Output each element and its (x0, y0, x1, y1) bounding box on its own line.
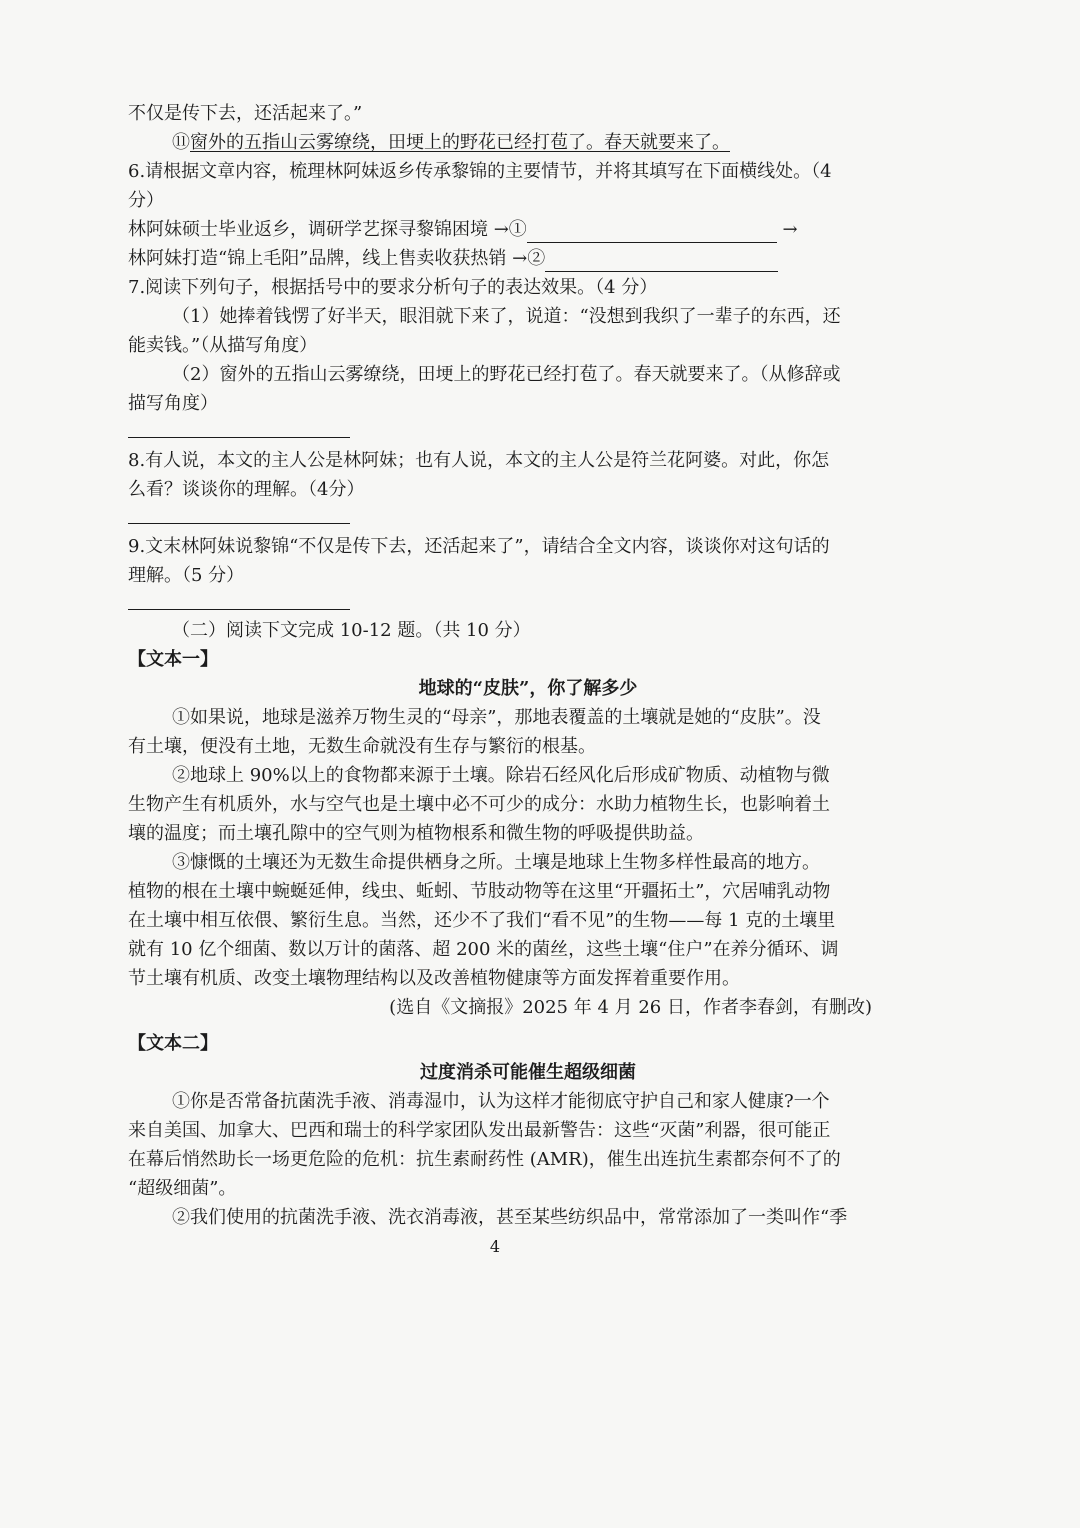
flow-step-2 (128, 246, 888, 272)
answer-line-9[interactable] (128, 609, 350, 610)
story-ending-line: 不仅是传下去，还活起来了。” (128, 103, 363, 124)
text-1-source: (选自《文摘报》2025 年 4 月 26 日，作者李春剑，有删改) (389, 997, 872, 1018)
paragraph-number: ⑪ (172, 132, 190, 153)
text-2-label: 【文本二】 (128, 1033, 218, 1054)
flow-step-2-text: 林阿妹打造“锦上毛阳”品牌，线上售卖收获热销 →② (128, 248, 546, 269)
answer-blank-2[interactable] (545, 251, 778, 272)
text-2-para-2: ②我们使用的抗菌洗手液、洗衣消毒液，甚至某些纺织品中，常常添加了一类叫作“季 (172, 1207, 848, 1228)
text-1-para-3-cont1: 植物的根在土壤中蜿蜒延伸，线虫、蚯蚓、节肢动物等在这里“开疆拓土”，穴居哺乳动物 (128, 881, 831, 902)
text-2-para-1: ①你是否常备抗菌洗手液、消毒湿巾，认为这样才能彻底守护自己和家人健康?一个 (172, 1091, 830, 1112)
paragraph-11 (172, 130, 888, 156)
text-1-label: 【文本一】 (128, 649, 218, 670)
question-7-1-cont: 能卖钱。”（从描写角度） (128, 335, 318, 356)
text-1-para-3-cont2: 在土壤中相互依偎、繁衍生息。当然，还少不了我们“看不见”的生物——每 1 克的土壤里 (128, 910, 836, 931)
question-6-cont: 分） (128, 190, 164, 211)
page-number: 4 (489, 1237, 501, 1256)
text-1-para-3-cont3: 就有 10 亿个细菌、数以万计的菌落、超 200 米的菌丝，这些土壤“住户”在养分循环、调 (128, 939, 839, 960)
answer-blank-1[interactable] (527, 222, 777, 243)
question-7-2-cont: 描写角度） (128, 393, 218, 414)
text-2-para-1-cont1: 来自美国、加拿大、巴西和瑞士的科学家团队发出最新警告：这些“灭菌”利器，很可能正 (128, 1120, 831, 1141)
text-2-para-1-cont2: 在幕后悄然助长一场更危险的危机：抗生素耐药性 (AMR)，催生出连抗生素都奈何不了的 (128, 1149, 841, 1170)
text-1-para-2-cont2: 壤的温度；而土壤孔隙中的空气则为植物根系和微生物的呼吸提供助益。 (128, 823, 704, 844)
answer-line-8[interactable] (128, 523, 350, 524)
question-7-1: （1）她捧着钱愣了好半天，眼泪就下来了，说道：“没想到我织了一辈子的东西，还 (172, 306, 841, 327)
flow-step-1-text: 林阿妹硕士毕业返乡，调研学艺探寻黎锦困境 →① (128, 219, 527, 240)
question-8: 8.有人说，本文的主人公是林阿妹；也有人说，本文的主人公是符兰花阿婆。对此，你怎 (128, 450, 830, 471)
text-1-title: 地球的“皮肤”，你了解多少 (418, 678, 638, 699)
text-2-title: 过度消杀可能催生超级细菌 (420, 1062, 636, 1083)
arrow-icon: → (782, 219, 798, 240)
section-2-heading: （二）阅读下文完成 10-12 题。（共 10 分） (172, 620, 531, 641)
text-1-para-2: ②地球上 90%以上的食物都来源于土壤。除岩石经风化后形成矿物质、动植物与微 (172, 765, 830, 786)
question-8-cont: 么看？谈谈你的理解。（4分） (128, 479, 365, 500)
text-1-para-3-cont4: 节土壤有机质、改变土壤物理结构以及改善植物健康等方面发挥着重要作用。 (128, 968, 740, 989)
question-9: 9.文末林阿妹说黎锦“不仅是传下去，还活起来了”，请结合全文内容，谈谈你对这句话的 (128, 536, 830, 557)
question-7-2: （2）窗外的五指山云雾缭绕，田埂上的野花已经打苞了。春天就要来了。（从修辞或 (172, 364, 841, 385)
text-1-para-1: ①如果说，地球是滋养万物生灵的“母亲”，那地表覆盖的土壤就是她的“皮肤”。没 (172, 707, 821, 728)
question-9-cont: 理解。（5 分） (128, 565, 245, 586)
text-1-para-3: ③慷慨的土壤还为无数生命提供栖身之所。土壤是地球上生物多样性最高的地方。 (172, 852, 820, 873)
text-1-para-1-cont: 有土壤，便没有土地，无数生命就没有生存与繁衍的根基。 (128, 736, 596, 757)
answer-line-7[interactable] (128, 437, 350, 438)
flow-step-1 (128, 217, 888, 243)
text-1-para-2-cont1: 生物产生有机质外，水与空气也是土壤中必不可少的成分：水助力植物生长，也影响着土 (128, 794, 830, 815)
question-7: 7.阅读下列句子，根据括号中的要求分析句子的表达效果。（4 分） (128, 277, 658, 298)
text-2-para-1-cont3: “超级细菌”。 (128, 1178, 237, 1199)
question-6: 6.请根据文章内容，梳理林阿妹返乡传承黎锦的主要情节，并将其填写在下面横线处。（4 (128, 161, 832, 182)
paragraph-11-text: 窗外的五指山云雾缭绕，田埂上的野花已经打苞了。春天就要来了。 (190, 132, 730, 153)
